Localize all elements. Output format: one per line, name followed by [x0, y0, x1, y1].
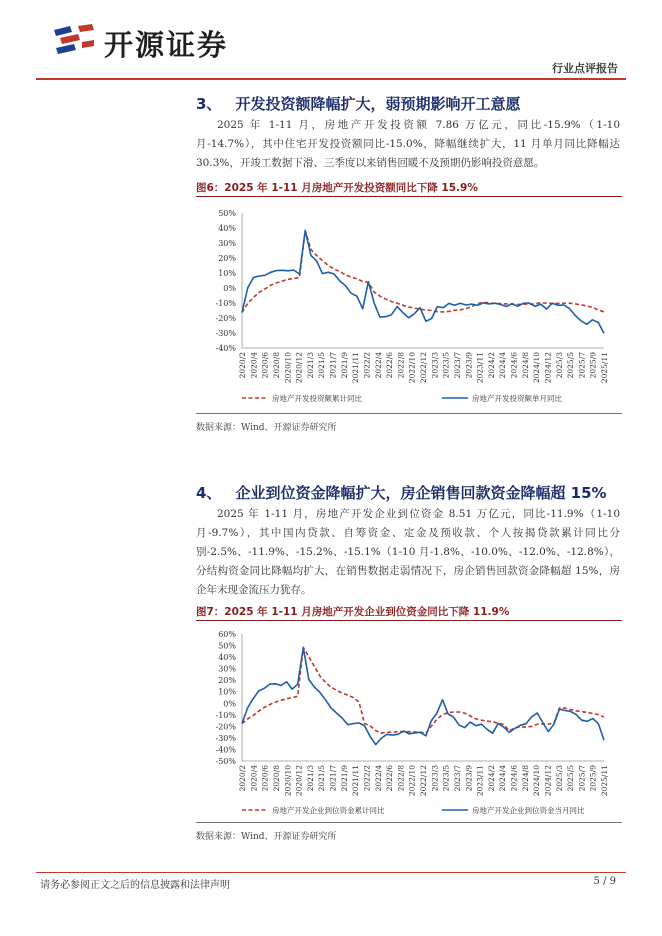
x-tick-label: 2024/2	[486, 765, 496, 792]
x-tick-label: 2025/5	[566, 352, 576, 379]
y-tick-label: -10%	[215, 299, 236, 308]
section-3-paragraph-text: 2025 年 1-11 月，房地产开发投资额 7.86 万亿元，同比-15.9%（1-10 月-14.7%），其中住宅开发投资额同比-15.0%，降幅继续扩大，11 月单月同比降幅达 30.3%，开竣工数据下滑、三季度以来销售回暖不及预期仍影响投资意愿。	[196, 119, 620, 169]
x-tick-label: 2020/8	[271, 352, 281, 379]
x-tick-label: 2023/9	[464, 765, 474, 792]
y-tick-label: 40%	[218, 653, 236, 663]
x-tick-label: 2020/10	[283, 765, 293, 797]
x-tick-label: 2023/3	[430, 765, 440, 792]
x-tick-label: 2022/12	[419, 352, 428, 384]
y-tick-label: -20%	[215, 722, 236, 732]
x-tick-label: 2025/9	[588, 765, 598, 792]
x-tick-label: 2024/10	[532, 765, 542, 797]
x-tick-label: 2021/5	[317, 352, 327, 379]
x-tick-label: 2021/9	[339, 352, 349, 379]
x-tick-label: 2024/8	[520, 765, 530, 792]
section-4-title	[196, 482, 607, 503]
footer-disclaimer: 请务必参阅正文之后的信息披露和法律声明	[40, 880, 230, 891]
legend-label-1: 房地产开发投资额单月同比	[472, 394, 562, 403]
x-tick-label: 2020/6	[260, 765, 270, 792]
x-tick-label: 2024/10	[532, 352, 542, 384]
y-tick-label: -40%	[215, 745, 236, 755]
company-name: 开源证券	[104, 28, 229, 62]
y-tick-label: 50%	[218, 209, 236, 218]
y-tick-label: 40%	[218, 224, 236, 233]
x-tick-label: 2021/11	[351, 352, 361, 384]
x-tick-label: 2020/8	[271, 765, 281, 792]
footer-divider	[36, 872, 626, 873]
x-tick-label: 2023/5	[441, 765, 451, 792]
y-tick-label: -50%	[215, 757, 236, 766]
x-tick-label: 2022/4	[373, 765, 383, 792]
legend-label-1: 房地产开发企业到位资金当月同比	[472, 806, 585, 815]
section-3-title	[196, 93, 520, 114]
x-tick-label: 2020/2	[238, 352, 247, 379]
page-number: 5 / 9	[593, 876, 616, 887]
x-tick-label: 2020/10	[283, 352, 293, 384]
x-tick-label: 2024/2	[486, 352, 496, 379]
x-tick-label: 2022/8	[396, 765, 406, 792]
figure-6-caption: 图6：2025 年 1-11 月房地产开发投资额同比下降 15.9%	[196, 182, 478, 194]
x-tick-label: 2025/9	[588, 352, 598, 379]
section-3-number: 3、	[196, 95, 222, 113]
section-4-number: 4、	[196, 484, 222, 502]
x-tick-label: 2024/4	[498, 352, 508, 379]
x-tick-label: 2021/3	[305, 352, 315, 379]
figure-7-top-rule	[196, 620, 622, 621]
x-tick-label: 2025/3	[554, 765, 564, 792]
x-tick-label: 2020/4	[249, 352, 259, 379]
figure-7-caption: 图7：2025 年 1-11 月房地产开发企业到位资金同比下降 11.9%	[196, 606, 510, 618]
x-tick-label: 2025/5	[566, 765, 576, 792]
series-line-0	[242, 647, 604, 733]
x-tick-label: 2024/12	[543, 352, 553, 384]
x-tick-label: 2022/10	[407, 352, 417, 384]
x-tick-label: 2021/11	[351, 765, 361, 797]
x-tick-label: 2020/6	[260, 352, 270, 379]
y-tick-label: 50%	[218, 641, 236, 651]
x-tick-label: 2024/4	[498, 765, 508, 792]
x-tick-label: 2022/4	[373, 352, 383, 379]
y-tick-label: 20%	[218, 254, 236, 263]
y-tick-label: -20%	[215, 314, 236, 323]
y-tick-label: 0%	[223, 284, 236, 293]
report-type: 行业点评报告	[552, 62, 618, 75]
x-tick-label: 2023/9	[464, 352, 474, 379]
figure-6-chart	[196, 200, 622, 410]
x-tick-label: 2025/7	[577, 352, 587, 379]
x-tick-label: 2025/7	[577, 765, 587, 792]
x-tick-label: 2020/12	[294, 765, 304, 797]
x-tick-label: 2022/10	[407, 765, 417, 797]
x-tick-label: 2023/11	[475, 765, 485, 797]
x-tick-label: 2024/12	[543, 765, 553, 797]
figure-7-bottom-rule	[196, 822, 622, 823]
x-tick-label: 2023/11	[475, 352, 485, 384]
y-tick-label: 10%	[218, 687, 236, 697]
x-tick-label: 2025/3	[554, 352, 564, 379]
figure-7-chart	[196, 624, 622, 819]
header-divider	[36, 78, 626, 80]
section-3-paragraph	[196, 116, 620, 173]
x-tick-label: 2024/6	[509, 352, 519, 379]
y-tick-label: -10%	[215, 710, 236, 720]
x-tick-label: 2021/5	[317, 765, 327, 792]
section-4-paragraph-text: 2025 年 1-11 月，房地产开发企业到位资金 8.51 万亿元，同比-11.9%（1-10 月-9.7%），其中国内贷款、自筹资金、定金及预收款、个人按揭贷款累计同比分别-2.5%、-11.9%、-15.2%、-15.1%（1-10 月-1.8%、-10.0%、-12.0%、-12.8%），分结构资金同比降幅均扩大，在销售数据走弱情况下，房企销售回款资金降幅超 15%，房企年末现金流压力犹存。	[196, 508, 620, 596]
x-tick-label: 2020/4	[249, 765, 259, 792]
y-tick-label: 30%	[218, 239, 236, 248]
y-tick-label: -30%	[215, 733, 236, 743]
section-4-paragraph	[196, 505, 620, 600]
x-tick-label: 2022/2	[362, 765, 372, 792]
y-tick-label: 0%	[223, 699, 236, 709]
x-tick-label: 2025/11	[600, 352, 609, 384]
x-tick-label: 2021/7	[328, 765, 338, 792]
figure-6-source: 数据来源：Wind、开源证券研究所	[196, 423, 337, 433]
x-tick-label: 2023/3	[430, 352, 440, 379]
y-tick-label: 60%	[218, 630, 236, 639]
section-4-title-text: 企业到位资金降幅扩大，房企销售回款资金降幅超 15%	[235, 484, 607, 502]
y-tick-label: 20%	[218, 676, 236, 686]
x-tick-label: 2025/11	[600, 765, 609, 797]
x-tick-label: 2022/2	[362, 352, 372, 379]
y-tick-label: 10%	[218, 269, 236, 278]
x-tick-label: 2024/6	[509, 765, 519, 792]
y-tick-label: -40%	[215, 344, 236, 353]
legend-label-0: 房地产开发投资额累计同比	[272, 394, 362, 403]
x-tick-label: 2023/7	[452, 765, 462, 792]
figure-6-top-rule	[196, 196, 622, 197]
x-tick-label: 2022/12	[419, 765, 428, 797]
x-tick-label: 2021/3	[305, 765, 315, 792]
company-logo-icon	[52, 22, 96, 58]
figure-6-bottom-rule	[196, 413, 622, 414]
figure-7-source: 数据来源：Wind、开源证券研究所	[196, 832, 337, 842]
series-line-1	[242, 231, 604, 334]
x-tick-label: 2020/12	[294, 352, 304, 384]
y-tick-label: 30%	[218, 664, 236, 674]
x-tick-label: 2022/8	[396, 352, 406, 379]
x-tick-label: 2023/5	[441, 352, 451, 379]
x-tick-label: 2022/6	[385, 765, 395, 792]
x-tick-label: 2023/7	[452, 352, 462, 379]
section-3-title-text: 开发投资额降幅扩大，弱预期影响开工意愿	[235, 95, 521, 113]
x-tick-label: 2024/8	[520, 352, 530, 379]
x-tick-label: 2022/6	[385, 352, 395, 379]
legend-label-0: 房地产开发企业到位资金累计同比	[272, 806, 385, 815]
x-tick-label: 2020/2	[238, 765, 247, 792]
y-tick-label: -30%	[215, 329, 236, 338]
x-tick-label: 2021/9	[339, 765, 349, 792]
x-tick-label: 2021/7	[328, 352, 338, 379]
